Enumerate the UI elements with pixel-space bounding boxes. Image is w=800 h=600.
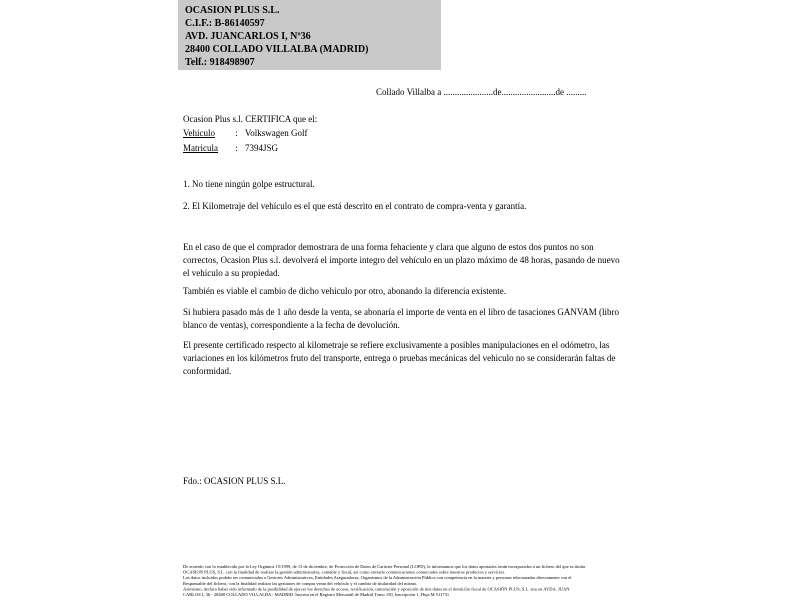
letterhead-block <box>178 0 441 70</box>
company-city: 28400 COLLADO VILLALBA (MADRID) <box>185 44 369 55</box>
company-address: AVD. JUANCARLOS I, Nº36 <box>185 31 311 42</box>
paragraph-odometer-disclaimer: El presente certificado respecto al kilometraje se refiere exclusivamente a posibles manipulaciones en el odómetro, las variaciones en los kilómetros fruto del transporte, entrega o pruebas mecánicas del vehiculo no se considerarán faltas de conformidad. <box>183 340 616 376</box>
certificate-body <box>183 113 628 378</box>
paragraph-vehicle-exchange: También es viable el cambio de dicho vehiculo por otro, abonando la diferencia existente. <box>183 286 507 296</box>
legal-footer-line: CARLOS I, 36 - 28400 COLLADO VILLALBA - MADRID. Inscrita en el Registro Mercantil de Madrid Tomo 150, Inscripción 1, Hoja M 511731 <box>183 592 450 598</box>
company-cif: C.I.F.: B-86140597 <box>185 18 265 29</box>
paragraph-refund-guarantee: En el caso de que el comprador demostrara de una forma fehaciente y clara que alguno de estos dos puntos no son correctos, Ocasion Plus s.l. devolverá el importe integro del vehículo en un plazo máximo de 48 horas, pasando de nuevo el vehículo a su propiedad. <box>183 242 620 278</box>
legal-footer <box>183 564 623 598</box>
plate-value: 7394JSG <box>245 143 279 153</box>
plate-separator: : <box>235 143 238 153</box>
legal-footer-line: Responsable del fichero, con la finalidad realizar las gestiones de compra venta del vehículo y el cambio de titularidad del mismo. <box>183 580 418 586</box>
legal-footer-line: Los datos incluidos podrán ser comunicados a Gestores Administrativos, Entidades Aseguradoras, Organismos de la Administración Pública con competencia en la materia y personas relacionadas directamente con el <box>183 575 572 581</box>
legal-footer-line: OCASION PLUS, S.L. con la finalidad de realizar la gestión administrativa, contable y fiscal, así como enviarle comunicaciones comerciales sobre nuestros productos y servicios. <box>183 569 506 575</box>
date-line: Collado Villalba a ......................de........................de ......... <box>376 87 587 97</box>
vehicle-value: Volkswagen Golf <box>244 128 308 138</box>
plate-label: Matricula <box>183 143 218 153</box>
vehicle-label: Vehículo <box>183 128 215 138</box>
legal-footer-line: Asimismo, declaro haber sido informado de la posibilidad de ejercer los derechos de acceso, rectificación, cancelación y oposición de mis datos en el domicilio fiscal de OCASIÓN PLUS, S.L. sito en AVDA. JUAN <box>183 586 570 592</box>
certified-points <box>183 178 628 213</box>
vehicle-separator: : <box>235 128 238 138</box>
point-1-no-structural-damage: 1. No tiene ningún golpe estructural. <box>183 179 315 189</box>
certify-line: Ocasion Plus s.l. CERTIFICA que el: <box>183 114 318 124</box>
company-name: OCASION PLUS S.L. <box>185 5 280 16</box>
signature-line: Fdo.: OCASION PLUS S.L. <box>183 476 286 486</box>
legal-footer-line: De acuerdo con lo establecido por la Ley Orgánica 15/1999, de 13 de diciembre, de Protección de Datos de Carácter Personal (LOPD), le informamos que los datos aportados serán incorporados a un fichero del que es titular <box>183 564 586 569</box>
company-phone: Telf.: 918498907 <box>185 57 255 68</box>
plate-row <box>183 141 628 156</box>
paragraph-ganvam-valuation: Si hubiera pasado más de 1 año desde la venta, se abonaría el importe de venta en el libro de tasaciones GANVAM (libro blanco de ventas), correspondiente a la fecha de devolución. <box>183 307 619 330</box>
point-2-mileage: 2. El Kilometraje del vehículo es el que está descrito en el contrato de compra-venta y garantía. <box>183 201 527 211</box>
vehicle-row <box>183 126 628 141</box>
